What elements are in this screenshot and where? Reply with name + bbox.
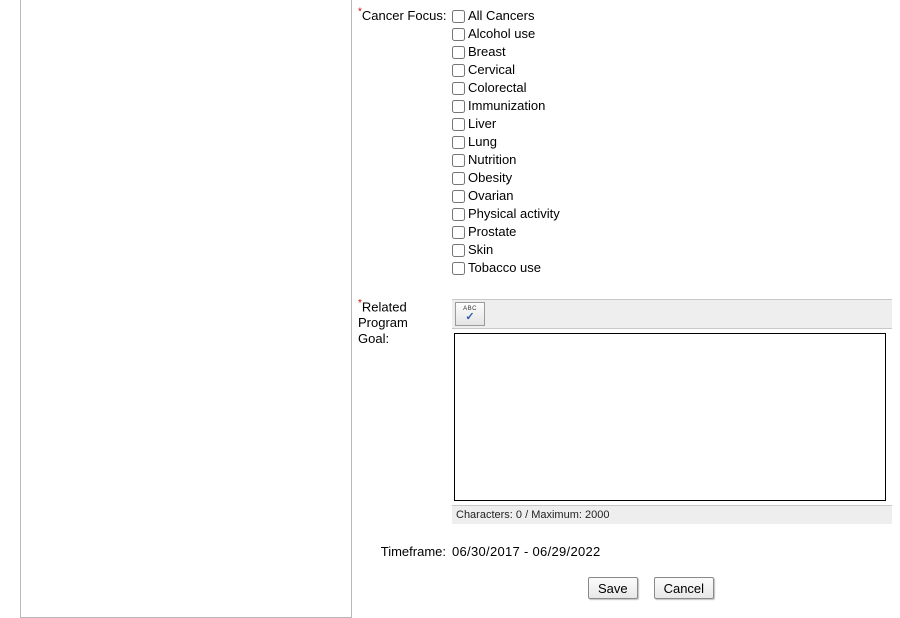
checkbox-item-ovarian[interactable] — [452, 187, 900, 205]
form-actions — [352, 577, 900, 599]
checkbox-label: Liver — [468, 116, 497, 131]
checkbox-all-cancers[interactable] — [452, 10, 465, 23]
checkbox-immunization[interactable] — [452, 100, 465, 113]
spellcheck-icon-label: ABC — [463, 306, 477, 312]
checkbox-alcohol-use[interactable] — [452, 28, 465, 41]
checkbox-label: Tobacco use — [468, 260, 541, 275]
cancer-focus-label — [352, 7, 452, 25]
checkbox-label: Immunization — [468, 98, 546, 113]
checkbox-item-skin[interactable] — [452, 241, 900, 259]
cancer-focus-checkbox-list — [452, 7, 900, 277]
checkbox-label: Nutrition — [468, 152, 517, 167]
cancer-focus-row — [352, 0, 900, 277]
related-program-goal-row — [352, 299, 900, 524]
left-panel-outer-border — [20, 0, 21, 618]
related-program-goal-textarea[interactable] — [455, 334, 885, 500]
checkbox-breast[interactable] — [452, 46, 465, 59]
checkbox-item-physical-activity[interactable] — [452, 205, 900, 223]
related-program-goal-label-line2: Program — [358, 315, 408, 331]
related-program-goal-label-line3: Goal: — [358, 331, 390, 347]
cancel-button[interactable]: Cancel — [654, 577, 714, 599]
checkbox-prostate[interactable] — [452, 226, 465, 239]
related-program-goal-label-line1: Related — [361, 299, 407, 315]
save-button[interactable]: Save — [588, 577, 638, 599]
timeframe-row — [352, 544, 900, 559]
checkbox-nutrition[interactable] — [452, 154, 465, 167]
checkbox-item-lung[interactable] — [452, 133, 900, 151]
related-program-goal-label — [352, 299, 452, 347]
checkbox-item-prostate[interactable] — [452, 223, 900, 241]
checkbox-item-all-cancers[interactable] — [452, 7, 900, 25]
checkbox-cervical[interactable] — [452, 64, 465, 77]
checkbox-lung[interactable] — [452, 136, 465, 149]
checkbox-label: Ovarian — [468, 188, 514, 203]
checkbox-label: Alcohol use — [468, 26, 536, 41]
cancer-focus-label-text: Cancer Focus: — [361, 8, 447, 23]
form-area — [352, 0, 900, 618]
timeframe-label: Timeframe: — [380, 544, 446, 559]
checkbox-tobacco-use[interactable] — [452, 262, 465, 275]
required-indicator-icon: * — [358, 6, 362, 18]
rich-text-editor — [452, 299, 892, 524]
checkbox-item-obesity[interactable] — [452, 169, 900, 187]
checkbox-colorectal[interactable] — [452, 82, 465, 95]
checkbox-item-nutrition[interactable] — [452, 151, 900, 169]
checkbox-label: Prostate — [468, 224, 517, 239]
checkbox-label: Cervical — [468, 62, 515, 77]
checkbox-item-liver[interactable] — [452, 115, 900, 133]
checkbox-label: Lung — [468, 134, 497, 149]
checkbox-item-alcohol-use[interactable] — [452, 25, 900, 43]
checkbox-label: Colorectal — [468, 80, 527, 95]
checkbox-item-colorectal[interactable] — [452, 79, 900, 97]
checkbox-liver[interactable] — [452, 118, 465, 131]
checkbox-label: Breast — [468, 44, 506, 59]
spellcheck-icon[interactable] — [455, 302, 485, 326]
checkbox-item-cervical[interactable] — [452, 61, 900, 79]
checkbox-physical-activity[interactable] — [452, 208, 465, 221]
spellcheck-check-icon: ✓ — [465, 311, 475, 323]
checkbox-label: Obesity — [468, 170, 513, 185]
checkbox-item-immunization[interactable] — [452, 97, 900, 115]
checkbox-label: Physical activity — [468, 206, 560, 221]
checkbox-ovarian[interactable] — [452, 190, 465, 203]
checkbox-label: Skin — [468, 242, 494, 257]
required-indicator-icon: * — [358, 298, 362, 309]
timeframe-value: 06/30/2017 - 06/29/2022 — [452, 544, 601, 559]
checkbox-item-breast[interactable] — [452, 43, 900, 61]
checkbox-obesity[interactable] — [452, 172, 465, 185]
character-counter: Characters: 0 / Maximum: 2000 — [452, 505, 892, 524]
checkbox-skin[interactable] — [452, 244, 465, 257]
editor-toolbar — [452, 300, 892, 329]
editor-body[interactable] — [454, 333, 886, 501]
checkbox-item-tobacco-use[interactable] — [452, 259, 900, 277]
checkbox-label: All Cancers — [468, 8, 535, 23]
